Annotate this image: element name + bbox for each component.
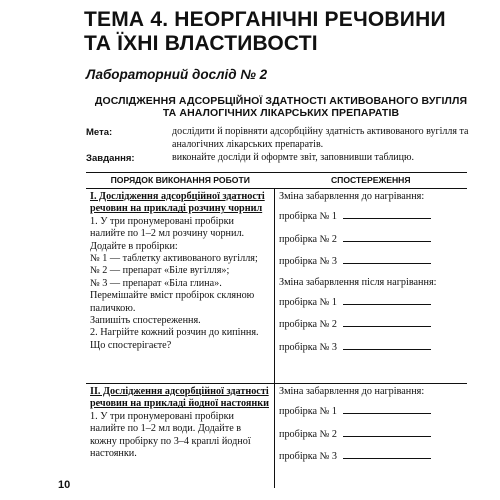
- experiment-heading: [86, 95, 476, 119]
- chapter-title-line-2: ТА ЇХНІ ВЛАСТИВОСТІ: [84, 32, 318, 55]
- page-number: 10: [58, 479, 71, 491]
- observation-column-header: СПОСТЕРЕЖЕННЯ: [275, 173, 468, 189]
- procedure-step: 1. У три пронумеровані пробірки налийте по 1–2 мл розчину чорнил.: [90, 215, 245, 240]
- answer-blank[interactable]: [343, 340, 431, 350]
- procedure-cell-section-1: [86, 189, 275, 384]
- test-tube-label: пробірка № 3: [279, 256, 337, 268]
- answer-blank[interactable]: [343, 232, 431, 242]
- procedure-step: № 3 — препарат «Біла глина».: [90, 277, 222, 289]
- section-2-title: II. Дослідження адсорбційної здатності речовин на прикладі йодної настоянки: [90, 386, 269, 410]
- procedure-step: Перемішайте вміст пробірок скляною паличкою.: [90, 290, 255, 314]
- procedure-step: 2. Нагрійте кожний розчин до кипіння. Що спостерігаєте?: [90, 327, 259, 351]
- task-label: Завдання:: [86, 153, 135, 164]
- answer-blank[interactable]: [343, 404, 431, 414]
- test-tube-line: [279, 295, 463, 309]
- test-tube-label: пробірка № 1: [279, 211, 337, 223]
- task-text: виконайте досліди й оформте звіт, заповнивши таблицю.: [172, 152, 414, 163]
- goal-text: дослідити й порівняти адсорбційну здатність активованого вугілля та аналогічних лікарських препаратів.: [172, 126, 469, 150]
- test-tube-line: [279, 232, 463, 246]
- procedure-cell-section-2: [86, 384, 275, 489]
- procedure-step: № 2 — препарат «Біле вугілля»;: [90, 265, 230, 277]
- test-tube-line: [279, 427, 463, 441]
- test-tube-line: [279, 404, 463, 418]
- experiment-heading-line-1: ДОСЛІДЖЕННЯ АДСОРБЦІЙНОЇ ЗДАТНОСТІ АКТИВОВАНОГО ВУГІЛЛЯ: [94, 95, 468, 107]
- test-tube-label: пробірка № 1: [279, 406, 337, 418]
- observation-before-heating-label: Зміна забарвлення до нагрівання:: [279, 191, 425, 202]
- goal-label: Мета:: [86, 127, 113, 138]
- table-header-row: [86, 173, 467, 189]
- test-tube-label: пробірка № 2: [279, 233, 337, 245]
- test-tube-line: [279, 340, 463, 354]
- answer-blank[interactable]: [343, 209, 431, 219]
- answer-blank[interactable]: [343, 295, 431, 305]
- experiment-heading-line-2: ТА АНАЛОГІЧНИХ ЛІКАРСЬКИХ ПРЕПАРАТІВ: [162, 107, 400, 119]
- test-tube-line: [279, 209, 463, 223]
- test-tube-label: пробірка № 3: [279, 341, 337, 353]
- lab-experiment-title: Лабораторний дослід № 2: [86, 67, 268, 82]
- procedure-column-header: ПОРЯДОК ВИКОНАННЯ РОБОТИ: [86, 173, 275, 189]
- table-row: [86, 384, 467, 489]
- answer-blank[interactable]: [343, 317, 431, 327]
- answer-blank[interactable]: [343, 427, 431, 437]
- test-tube-label: пробірка № 2: [279, 428, 337, 440]
- section-1-title: I. Дослідження адсорбційної здатності речовин на прикладі розчину чорнил: [90, 191, 265, 215]
- answer-blank[interactable]: [343, 449, 431, 459]
- observation-before-heating-label: Зміна забарвлення до нагрівання:: [279, 386, 425, 397]
- observation-cell-section-2: [275, 384, 468, 489]
- procedure-step: Додайте в пробірки:: [90, 240, 178, 252]
- test-tube-line: [279, 449, 463, 463]
- test-tube-line: [279, 254, 463, 268]
- procedure-table: [86, 172, 467, 488]
- test-tube-label: пробірка № 1: [279, 297, 337, 309]
- procedure-step: Запишіть спостереження.: [90, 315, 201, 327]
- test-tube-label: пробірка № 2: [279, 319, 337, 331]
- procedure-step: № 1 — таблетку активованого вугілля;: [90, 253, 258, 265]
- test-tube-line: [279, 317, 463, 331]
- observation-cell-section-1: [275, 189, 468, 384]
- answer-blank[interactable]: [343, 254, 431, 264]
- observation-after-heating-label: Зміна забарвлення після нагрівання:: [279, 276, 437, 288]
- chapter-title: [84, 8, 464, 56]
- test-tube-label: пробірка № 3: [279, 451, 337, 463]
- procedure-step: 1. У три пронумеровані пробірки налийте по 1–2 мл води. Додайте в кожну пробірку по 3–4 краплі йодної настоянки.: [90, 410, 251, 460]
- chapter-title-line-1: ТЕМА 4. НЕОРГАНІЧНІ РЕЧОВИНИ: [84, 8, 446, 31]
- table-row: [86, 189, 467, 384]
